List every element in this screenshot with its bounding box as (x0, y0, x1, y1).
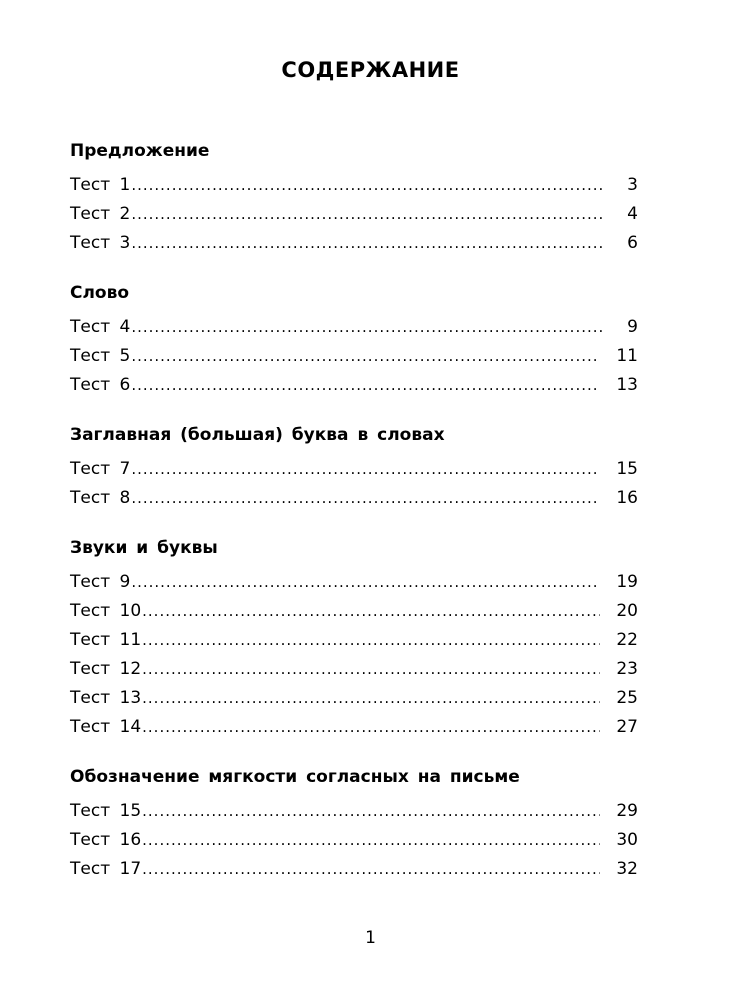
dot-leader (131, 488, 600, 508)
dot-leader (131, 233, 602, 253)
dot-leader (131, 175, 602, 195)
entry-page: 23 (616, 659, 638, 679)
entry-label: Тест 8 (70, 488, 131, 508)
dot-leader (142, 601, 600, 621)
entry-page: 9 (627, 317, 638, 337)
toc-entry (70, 375, 638, 404)
entry-label: Тест 7 (70, 459, 131, 479)
toc-section (70, 140, 638, 262)
dot-leader (131, 204, 602, 224)
entry-page: 25 (616, 688, 638, 708)
entry-page: 11 (616, 346, 638, 366)
entry-page: 3 (627, 175, 638, 195)
section-heading: Звуки и буквы (70, 538, 218, 558)
dot-leader (142, 688, 600, 708)
toc-section (70, 424, 638, 517)
entry-page: 19 (616, 572, 638, 592)
dot-leader (131, 572, 600, 592)
entry-page: 6 (627, 233, 638, 253)
entry-page: 30 (616, 830, 638, 850)
toc-entry (70, 204, 638, 233)
toc-entry (70, 459, 638, 488)
section-heading: Предложение (70, 141, 210, 161)
dot-leader (131, 459, 600, 479)
dot-leader (131, 346, 600, 366)
entry-page: 16 (616, 488, 638, 508)
entry-page: 27 (616, 717, 638, 737)
entry-label: Тест 14 (70, 717, 142, 737)
entry-label: Тест 10 (70, 601, 142, 621)
toc-section (70, 766, 638, 888)
entry-label: Тест 1 (70, 175, 131, 195)
entry-page: 4 (627, 204, 638, 224)
entry-label: Тест 9 (70, 572, 131, 592)
toc-entry (70, 317, 638, 346)
toc-entry (70, 659, 638, 688)
entry-label: Тест 15 (70, 801, 142, 821)
toc-entry (70, 630, 638, 659)
toc-entry (70, 572, 638, 601)
toc-entry (70, 346, 638, 375)
entry-label: Тест 12 (70, 659, 142, 679)
dot-leader (142, 630, 600, 650)
toc-entry (70, 175, 638, 204)
toc-entry (70, 801, 638, 830)
section-heading: Слово (70, 283, 130, 303)
table-of-contents (70, 140, 638, 888)
toc-entry (70, 830, 638, 859)
page-title: СОДЕРЖАНИЕ (281, 58, 460, 82)
toc-entry (70, 233, 638, 262)
entry-label: Тест 5 (70, 346, 131, 366)
entry-page: 32 (616, 859, 638, 879)
entry-label: Тест 2 (70, 204, 131, 224)
toc-entry (70, 601, 638, 630)
toc-section (70, 282, 638, 404)
entry-page: 22 (616, 630, 638, 650)
entry-page: 13 (616, 375, 638, 395)
section-heading: Заглавная (большая) буква в словах (70, 425, 445, 445)
dot-leader (142, 659, 600, 679)
entry-page: 20 (616, 601, 638, 621)
dot-leader (142, 859, 600, 879)
entry-label: Тест 17 (70, 859, 142, 879)
entry-label: Тест 11 (70, 630, 142, 650)
entry-label: Тест 4 (70, 317, 131, 337)
entry-label: Тест 3 (70, 233, 131, 253)
dot-leader (142, 717, 600, 737)
toc-entry (70, 488, 638, 517)
toc-entry (70, 688, 638, 717)
dot-leader (131, 375, 600, 395)
toc-entry (70, 717, 638, 746)
entry-page: 29 (616, 801, 638, 821)
dot-leader (142, 830, 600, 850)
entry-label: Тест 16 (70, 830, 142, 850)
toc-section (70, 537, 638, 746)
toc-entry (70, 859, 638, 888)
entry-label: Тест 6 (70, 375, 131, 395)
page-number: 1 (365, 928, 376, 948)
section-heading: Обозначение мягкости согласных на письме (70, 767, 520, 787)
entry-label: Тест 13 (70, 688, 142, 708)
entry-page: 15 (616, 459, 638, 479)
dot-leader (142, 801, 600, 821)
dot-leader (131, 317, 602, 337)
